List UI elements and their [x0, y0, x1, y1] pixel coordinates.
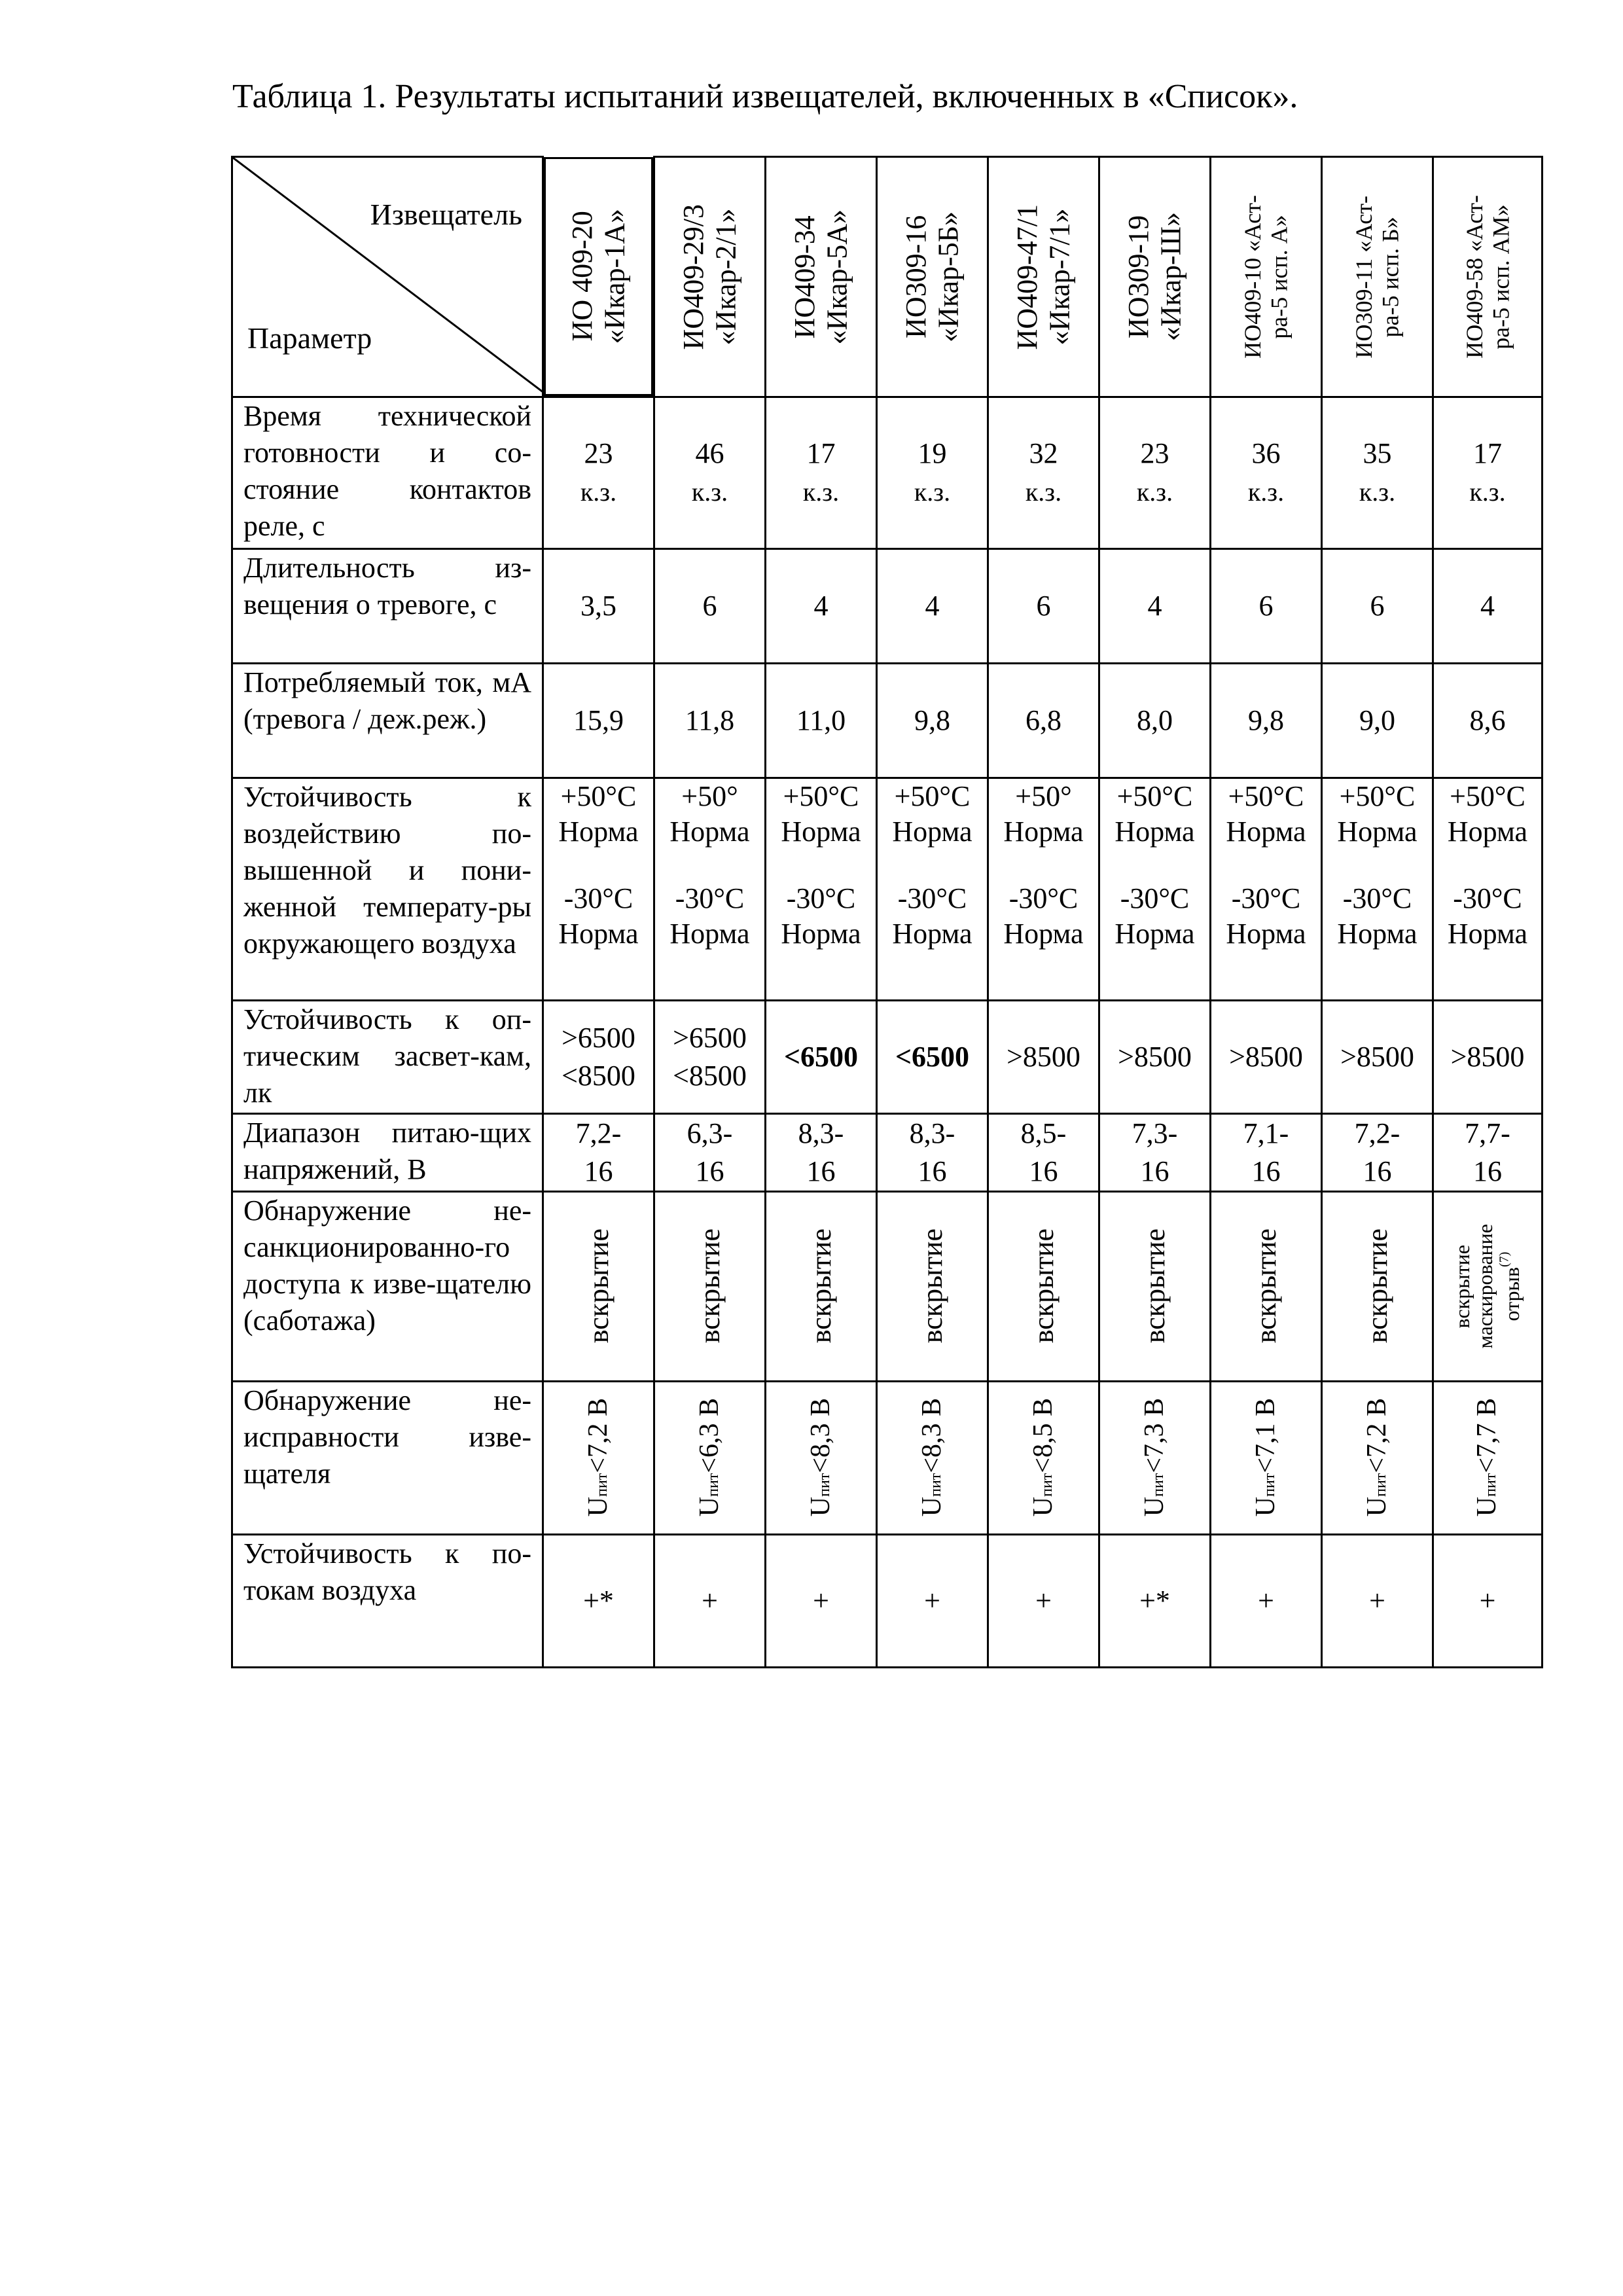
value-cell: 6 [1322, 548, 1433, 663]
value-cell [877, 1381, 988, 1534]
value-cell [654, 1000, 766, 1113]
value-cell [988, 1000, 1099, 1113]
param-label: Обнаружение не-санкционированно-го доступа к изве-щателю (саботажа) [232, 1191, 543, 1381]
value-cell: 6,8 [988, 663, 1099, 778]
value-cell: +* [543, 1534, 654, 1667]
value-cell: + [1211, 1534, 1322, 1667]
param-label: Диапазон питаю-щих напряжений, В [232, 1113, 543, 1191]
value-cell: 7,1- 16 [1211, 1113, 1322, 1191]
row-sabotage [232, 1191, 1543, 1381]
value-cell [1211, 1381, 1322, 1534]
value-cell: 4 [877, 548, 988, 663]
value-cell: 8,3- 16 [766, 1113, 877, 1191]
param-label: Время технической готовности и со-стояние контактов реле, с [232, 397, 543, 548]
row-fault [232, 1381, 1543, 1534]
value-cell: + [766, 1534, 877, 1667]
value-cell: 11,0 [766, 663, 877, 778]
row-current [232, 663, 1543, 778]
value-cell [1211, 1000, 1322, 1113]
value-cell [1433, 1000, 1543, 1113]
param-label: Обнаружение не-исправности изве-щателя [232, 1381, 543, 1534]
value-cell: вскрытие [877, 1191, 988, 1381]
light-value: >8500 [1340, 1040, 1414, 1073]
value-cell: 8,0 [1099, 663, 1211, 778]
value-cell: вскрытие [1322, 1191, 1433, 1381]
light-value: >8500 [1450, 1040, 1525, 1073]
value-cell: 35 к.з. [1322, 397, 1433, 548]
device-name: ИО309-11 «Аст- [1351, 195, 1378, 358]
value-cell: 23 к.з. [543, 397, 654, 548]
device-name: ИО409-29/3 [677, 204, 710, 350]
value-cell: 17 к.з. [1433, 397, 1543, 548]
corner-cell [232, 157, 543, 397]
value-cell: 36 к.з. [1211, 397, 1322, 548]
value-cell: 6 [1211, 548, 1322, 663]
light-value: >8500 [1007, 1040, 1080, 1073]
device-name: ИО409-47/1 [1011, 204, 1044, 350]
temp-cell: +50° Норма -30°С Норма [654, 778, 766, 1000]
fault-threshold: $U_{пит}<8,5$ В [1027, 1398, 1058, 1517]
param-label: Устойчивость к по-токам воздуха [232, 1534, 543, 1667]
param-label: Потребляемый ток, мА (тревога / деж.реж.) [232, 663, 543, 778]
value-cell: вскрытие [1099, 1191, 1211, 1381]
device-name: ИО 409-20 [566, 211, 599, 342]
device-model: ра-5 исп. А» [1266, 215, 1293, 339]
light-value: >6500 [673, 1021, 747, 1054]
device-name: ИО409-34 [789, 215, 821, 338]
value-cell: 3,5 [543, 548, 654, 663]
value-cell: 8,3- 16 [877, 1113, 988, 1191]
value-cell [1433, 1381, 1543, 1534]
value-cell: 7,2- 16 [1322, 1113, 1433, 1191]
fault-threshold: $U_{пит}<7,1$ В [1250, 1398, 1281, 1517]
device-name: ИО409-10 «Аст- [1240, 194, 1266, 359]
device-name: ИО309-16 [900, 215, 933, 338]
temp-cell: +50°С Норма -30°С Норма [1322, 778, 1433, 1000]
value-cell [543, 1381, 654, 1534]
value-cell: вскрытие [766, 1191, 877, 1381]
value-cell [988, 1381, 1099, 1534]
value-cell: вскрытие [654, 1191, 766, 1381]
device-header [877, 157, 988, 397]
light-value: <8500 [673, 1059, 747, 1092]
value-cell [1322, 1000, 1433, 1113]
device-model: «Икар-7/1» [1043, 208, 1076, 346]
diagonal-line [233, 159, 542, 393]
value-cell: 4 [1433, 548, 1543, 663]
value-cell: 4 [766, 548, 877, 663]
value-cell: 6 [988, 548, 1099, 663]
value-cell: 46 к.з. [654, 397, 766, 548]
light-value: >8500 [1118, 1040, 1192, 1073]
light-value: <6500 [783, 1040, 859, 1073]
device-header [1211, 157, 1322, 397]
value-cell: 15,9 [543, 663, 654, 778]
fault-threshold: $U_{пит}<8,3$ В [916, 1398, 947, 1517]
device-name: ИО309-19 [1122, 215, 1155, 338]
corner-label-device: Извещатель [370, 198, 522, 231]
param-label: Устойчивость к воздействию по-вышенной и пони-женной температу-ры окружающего воздуха [232, 778, 543, 1000]
value-cell: + [654, 1534, 766, 1667]
value-cell: + [877, 1534, 988, 1667]
header-row [232, 157, 1543, 397]
device-model: «Икар-5Б» [932, 211, 965, 342]
temp-cell: +50°С Норма -30°С Норма [877, 778, 988, 1000]
row-voltage [232, 1113, 1543, 1191]
value-cell [1099, 1000, 1211, 1113]
fault-threshold: $U_{пит}<7,3$ В [1139, 1398, 1169, 1517]
device-header [544, 157, 653, 396]
device-header [1322, 157, 1433, 397]
value-cell: вскрытие [988, 1191, 1099, 1381]
value-cell [654, 1381, 766, 1534]
value-cell: 6 [654, 548, 766, 663]
device-model: «Икар-1А» [598, 208, 631, 344]
value-cell: + [1433, 1534, 1543, 1667]
value-cell [1099, 1381, 1211, 1534]
value-cell: 23 к.з. [1099, 397, 1211, 548]
device-model: «Икар-Ш» [1154, 212, 1187, 342]
value-cell: вскрытие маскирование отрыв$^{(7)}$ [1433, 1191, 1543, 1381]
param-label: Длительность из-вещения о тревоге, с [232, 548, 543, 663]
fault-threshold: $U_{пит}<7,2$ В [582, 1398, 613, 1517]
value-cell: 9,8 [877, 663, 988, 778]
light-value: >8500 [1229, 1040, 1303, 1073]
row-air [232, 1534, 1543, 1667]
fault-threshold: $U_{пит}<6,3$ В [694, 1398, 724, 1517]
value-cell: 8,5- 16 [988, 1113, 1099, 1191]
value-cell: 7,2- 16 [543, 1113, 654, 1191]
device-header [988, 157, 1099, 397]
device-header [1433, 157, 1543, 397]
row-alarm-duration [232, 548, 1543, 663]
value-cell [766, 1000, 877, 1113]
value-cell: 4 [1099, 548, 1211, 663]
row-ready-time [232, 397, 1543, 548]
temp-cell: +50°С Норма -30°С Норма [1211, 778, 1322, 1000]
value-cell: 8,6 [1433, 663, 1543, 778]
temp-cell: +50° Норма -30°С Норма [988, 778, 1099, 1000]
corner-label-parameter: Параметр [247, 321, 372, 355]
value-cell: 9,8 [1211, 663, 1322, 778]
value-cell: + [988, 1534, 1099, 1667]
value-cell: вскрытие [1211, 1191, 1322, 1381]
value-cell: 9,0 [1322, 663, 1433, 778]
value-cell: вскрытие [543, 1191, 654, 1381]
fault-threshold: $U_{пит}<7,2$ В [1361, 1398, 1392, 1517]
light-value: <8500 [562, 1059, 635, 1092]
device-name: ИО409-58 «Аст- [1461, 194, 1488, 359]
temp-cell: +50°С Норма -30°С Норма [543, 778, 654, 1000]
temp-cell: +50°С Норма -30°С Норма [1099, 778, 1211, 1000]
row-light [232, 1000, 1543, 1113]
temp-cell: +50°С Норма -30°С Норма [766, 778, 877, 1000]
value-cell: 32 к.з. [988, 397, 1099, 548]
value-cell [543, 1000, 654, 1113]
device-header [654, 157, 766, 397]
table-title: Таблица 1. Результаты испытаний извещателей, включенных в «Список». [232, 78, 1298, 115]
device-model: ра-5 исп. Б» [1377, 216, 1404, 337]
value-cell: 19 к.з. [877, 397, 988, 548]
value-cell: 6,3- 16 [654, 1113, 766, 1191]
device-model: «Икар-2/1» [709, 208, 742, 346]
value-cell: 7,7- 16 [1433, 1113, 1543, 1191]
value-cell: 7,3- 16 [1099, 1113, 1211, 1191]
value-cell: 11,8 [654, 663, 766, 778]
results-table [231, 156, 1543, 1668]
fault-threshold: $U_{пит}<7,7$ В [1472, 1398, 1503, 1517]
value-cell [877, 1000, 988, 1113]
device-model: «Икар-5А» [821, 209, 853, 344]
value-cell [766, 1381, 877, 1534]
device-header [1099, 157, 1211, 397]
value-cell: +* [1099, 1534, 1211, 1667]
device-header [766, 157, 877, 397]
device-model: ра-5 исп. АМ» [1488, 204, 1514, 350]
value-cell: 17 к.з. [766, 397, 877, 548]
param-label: Устойчивость к оп-тическим засвет-кам, лк [232, 1000, 543, 1113]
row-temperature [232, 778, 1543, 1000]
temp-cell: +50°С Норма -30°С Норма [1433, 778, 1543, 1000]
value-cell: + [1322, 1534, 1433, 1667]
light-value: >6500 [562, 1021, 635, 1054]
value-cell [1322, 1381, 1433, 1534]
fault-threshold: $U_{пит}<8,3$ В [805, 1398, 836, 1517]
light-value: <6500 [895, 1040, 970, 1073]
